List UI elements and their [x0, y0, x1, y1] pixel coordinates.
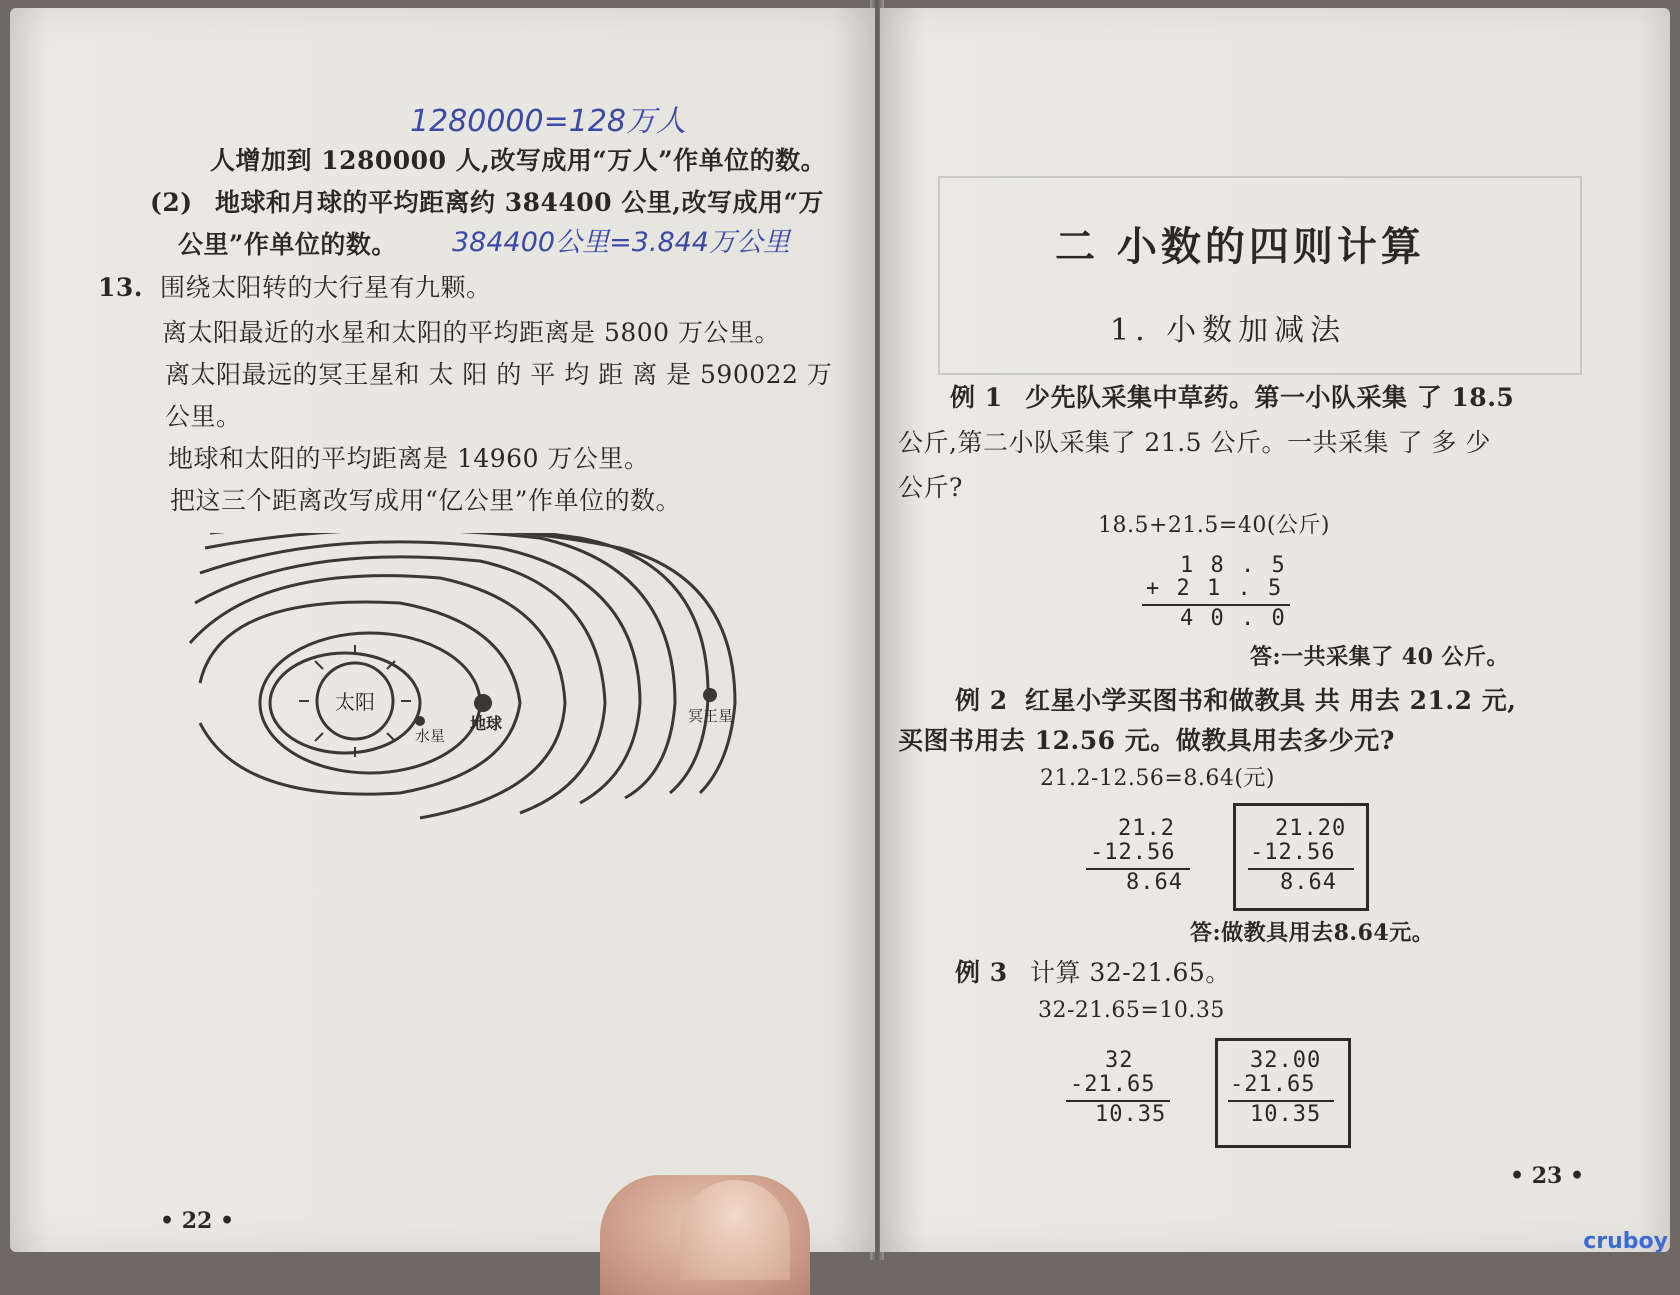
- example-3-subtrahend-b: -21.65: [1230, 1072, 1316, 1097]
- q13-number: 13.: [98, 273, 143, 302]
- q13-line-5: 地球和太阳的平均距离是 14960 万公里。: [168, 444, 650, 473]
- example-2-line-2: 买图书用去 12.56 元。做教具用去多少元?: [898, 726, 1395, 755]
- page-number-left: • 22 •: [160, 1208, 235, 1234]
- example-1-addend-1: 1 8 . 5: [1180, 553, 1287, 578]
- handwritten-note-2: 384400公里=3.844万公里: [452, 227, 790, 258]
- q13-line-6: 把这三个距离改写成用“亿公里”作单位的数。: [170, 486, 682, 515]
- left-line-1: 人增加到 1280000 人,改写成用“万人”作单位的数。: [210, 146, 827, 175]
- example-3-equation: 32-21.65=10.35: [1038, 998, 1225, 1023]
- example-1-line-1: 少先队采集中草药。第一小队采集 了 18.5: [1025, 383, 1515, 412]
- example-3-subtrahend-a: -21.65: [1070, 1072, 1156, 1097]
- right-page: [880, 8, 1670, 1252]
- example-1-equation: 18.5+21.5=40(公斤): [1098, 513, 1330, 538]
- example-2-difference-a: 8.64: [1126, 870, 1183, 895]
- mercury-dot: [415, 716, 425, 726]
- example-1-addend-2: + 2 1 . 5: [1146, 576, 1284, 601]
- example-2-line-1: 红星小学买图书和做教具 共 用去 21.2 元,: [1025, 686, 1517, 715]
- q13-line-2: 离太阳最近的水星和太阳的平均距离是 5800 万公里。: [162, 318, 781, 347]
- sun-label: 太阳: [335, 690, 375, 714]
- left-page: [10, 8, 875, 1252]
- example-3-minuend-b: 32.00: [1250, 1048, 1322, 1073]
- page-number-right: • 23 •: [1510, 1163, 1585, 1189]
- example-1-answer: 答:一共采集了 40 公斤。: [1250, 644, 1510, 670]
- example-2-label: 例 2: [955, 686, 1008, 715]
- pluto-dot: [703, 688, 717, 702]
- example-2-difference-b: 8.64: [1280, 870, 1337, 895]
- example-2-subtrahend-a: -12.56: [1090, 840, 1176, 865]
- example-2-equation: 21.2-12.56=8.64(元): [1040, 766, 1275, 791]
- example-3-minuend-a: 32: [1105, 1048, 1134, 1073]
- q13-line-4: 公里。: [165, 402, 242, 431]
- example-1-label: 例 1: [950, 383, 1003, 412]
- example-3-label: 例 3: [955, 958, 1008, 987]
- example-2-minuend-b: 21.20: [1275, 816, 1347, 841]
- example-3-line-1: 计算 32-21.65。: [1030, 958, 1231, 987]
- pluto-label: 冥王星: [688, 707, 734, 725]
- orbit-6: [200, 542, 640, 803]
- section-title: 1. 小数加减法: [1110, 313, 1347, 348]
- example-2-answer: 答:做教具用去8.64元。: [1190, 920, 1435, 946]
- watermark: cruboy: [1583, 1229, 1668, 1254]
- example-1-sum: 4 0 . 0: [1180, 606, 1287, 631]
- mercury-label: 水星: [415, 727, 446, 745]
- example-2-subtrahend-b: -12.56: [1250, 840, 1336, 865]
- q2-label: (2): [150, 188, 193, 217]
- earth-dot: [474, 694, 492, 712]
- example-3-difference-a: 10.35: [1095, 1102, 1167, 1127]
- q13-line-3: 离太阳最远的冥王星和 太 阳 的 平 均 距 离 是 590022 万: [165, 360, 833, 389]
- chapter-title: 二 小数的四则计算: [1055, 223, 1425, 270]
- example-3-difference-b: 10.35: [1250, 1102, 1322, 1127]
- q2-line-2: 公里”作单位的数。: [178, 230, 397, 259]
- handwritten-note-1: 1280000=128万人: [410, 104, 687, 139]
- earth-label: 地球: [470, 714, 503, 733]
- solar-system-diagram: [180, 533, 740, 863]
- q2-line-1: 地球和月球的平均距离约 384400 公里,改写成用“万: [215, 188, 824, 217]
- example-2-minuend-a: 21.2: [1118, 816, 1175, 841]
- thumb-nail: [680, 1180, 790, 1280]
- q13-line-1: 围绕太阳转的大行星有九颗。: [160, 273, 492, 302]
- example-1-line-3: 公斤?: [898, 473, 963, 502]
- example-1-line-2: 公斤,第二小队采集了 21.5 公斤。一共采集 了 多 少: [898, 428, 1491, 457]
